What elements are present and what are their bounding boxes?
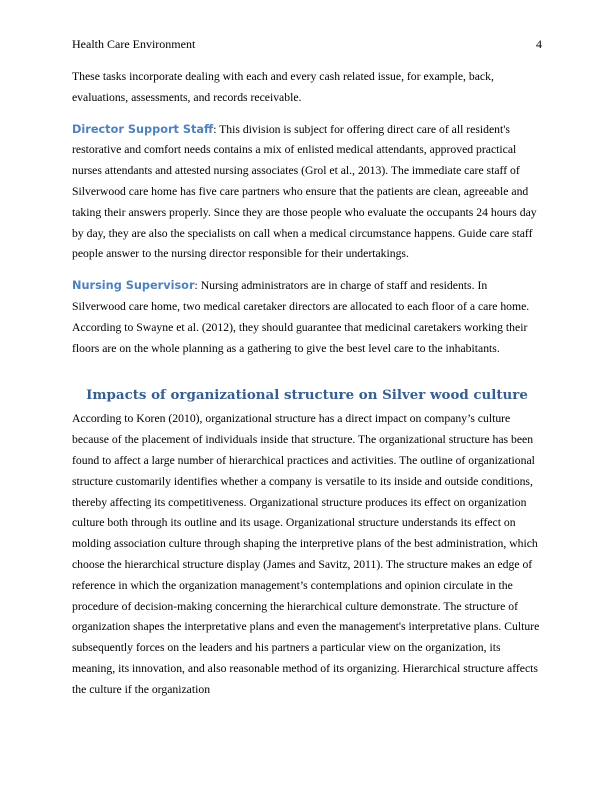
nursing-supervisor-heading: Nursing Supervisor bbox=[72, 279, 195, 293]
intro-paragraph: These tasks incorporate dealing with each and every cash related issue, for example, back, evaluations, assessments, and records receivable. bbox=[72, 70, 494, 104]
director-support-paragraph bbox=[72, 120, 542, 266]
impacts-paragraph: According to Koren (2010), organizational structure has a direct impact on company’s culture because of the placement of individuals inside that structure. The organizational structure has been found to affect a large number of hierarchical practices and activities. The outline of organizational structure customarily identifies whether a company is versatile to its inside and outside conditions, thereby affecting its competitiveness. Organizational structure produces its effect on organization culture both through its outline and its usage. Organizational structure understands its effect on molding association culture through shaping the interpretive plans of the best administration, which choose the hierarchical structure display (James and Savitz, 2011). The structure makes an edge of reference in which the organization management’s contemplations and opinion circulate in the procedure of decision-making concerning the hierarchical culture demonstrate. The structure of organization shapes the interpretative plans and even the management's interpretative plans. Culture subsequently forces on the leaders and his partners a particular view on the organization, its meaning, its innovation, and also reasonable method of its organizing. Hierarchical structure affects the culture if the organization bbox=[72, 412, 540, 696]
director-support-text: : This division is subject for offering direct care of all resident's restorative and comfort needs contains a mix of enlisted medical attendants, approved practical nurses attendants and attested nursing associates (Grol et al., 2013). The immediate care staff of Silverwood care home has five care partners who ensure that the patients are clean, agreeable and taking their answers properly. Since they are those people who evaluate the occupants 24 hours day by day, they are also the specialists on call when a medical circumstance happens. Guide care staff people answer to the nursing director responsible for their undertakings. bbox=[72, 122, 537, 261]
nursing-supervisor-text: : Nursing administrators are in charge of staff and residents. In Silverwood care home, two medical caretaker directors are allocated to each floor of a care home. According to Swayne et al. (2012), they should guarantee that medicinal caretakers working their floors are on the whole planning as a gathering to give the best level care to the inhabitants. bbox=[72, 279, 530, 355]
page-number: 4 bbox=[536, 37, 542, 51]
nursing-supervisor-paragraph bbox=[72, 276, 542, 359]
document-body bbox=[72, 67, 542, 701]
running-title: Health Care Environment bbox=[72, 37, 196, 51]
running-header bbox=[72, 36, 542, 52]
section-heading: Impacts of organizational structure on Silver wood culture bbox=[86, 387, 528, 404]
director-support-heading: Director Support Staff bbox=[72, 122, 214, 136]
